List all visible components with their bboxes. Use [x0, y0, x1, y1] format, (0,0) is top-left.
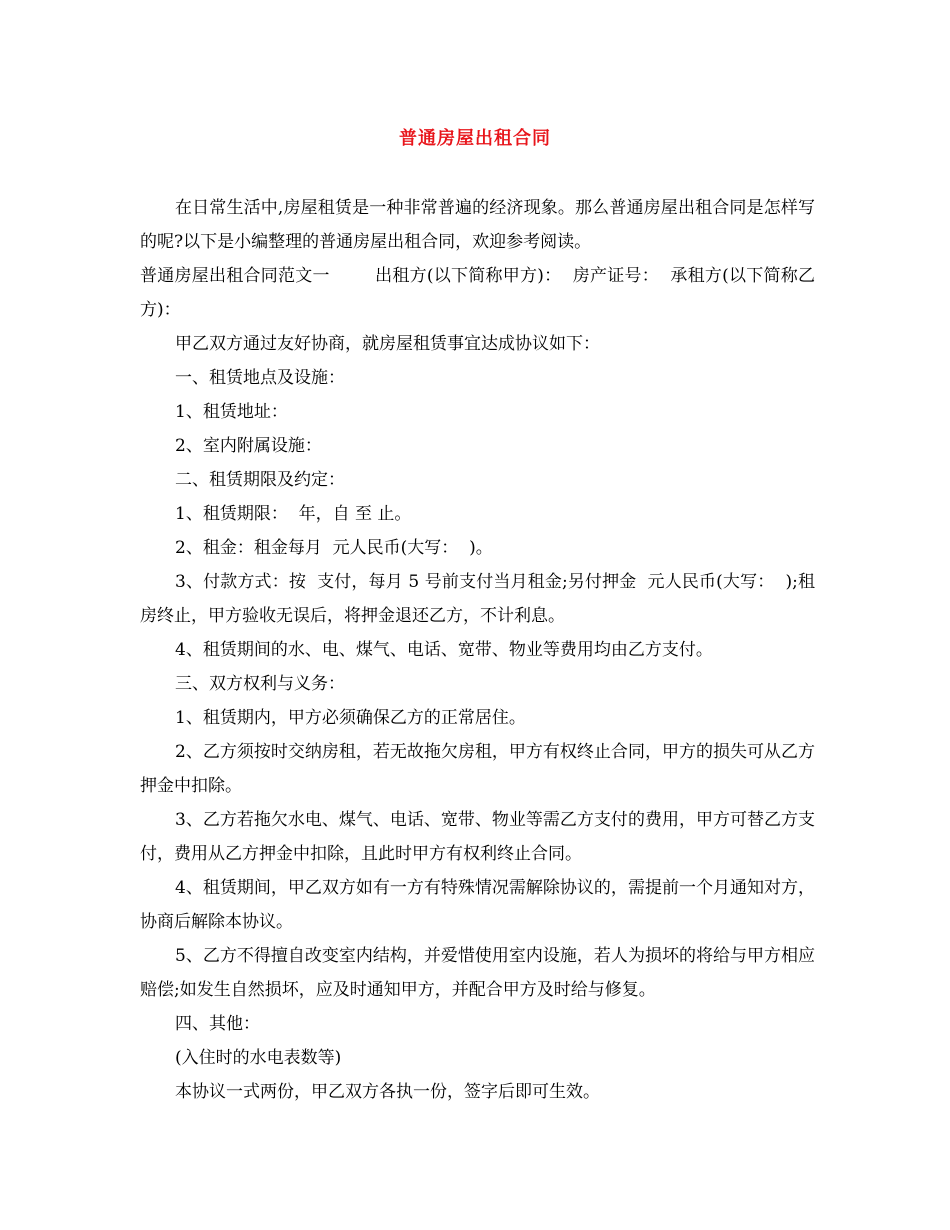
section3-item: 5、乙方不得擅自改变室内结构，并爱惜使用室内设施，若人为损坏的将给与甲方相应赔偿;如发生自然损坏，应及时通知甲方，并配合甲方及时给与修复。: [140, 946, 815, 1000]
section3-title: 三、双方权利与义务：: [175, 674, 345, 694]
document-title: 普通房屋出租合同: [399, 128, 551, 149]
section2-item: 4、租赁期间的水、电、煤气、电话、宽带、物业等费用均由乙方支付。: [175, 640, 713, 660]
section4-note: (入住时的水电表数等): [175, 1048, 342, 1068]
heading-line: 普通房屋出租合同范文一 出租方(以下简称甲方)： 房产证号： 承租方(以下简称乙方)：: [140, 266, 815, 320]
closing-paragraph: 本协议一式两份，甲乙双方各执一份，签字后即可生效。: [175, 1082, 600, 1102]
section1-item: 1、租赁地址：: [175, 402, 288, 422]
section2-title: 二、租赁期限及约定：: [175, 470, 345, 490]
section2-item: 2、租金：租金每月 元人民币(大写： )。: [175, 538, 493, 558]
section3-item: 2、乙方须按时交纳房租，若无故拖欠房租，甲方有权终止合同，甲方的损失可从乙方押金中扣除。: [140, 742, 815, 796]
section2-item: 1、租赁期限： 年，自 至 止。: [175, 504, 412, 524]
intro-paragraph: 在日常生活中,房屋租赁是一种非常普遍的经济现象。那么普通房屋出租合同是怎样写的呢?以下是小编整理的普通房屋出租合同，欢迎参考阅读。: [140, 198, 815, 252]
preamble-paragraph: 甲乙双方通过友好协商，就房屋租赁事宜达成协议如下：: [175, 334, 600, 354]
section3-item: 4、租赁期间，甲乙双方如有一方有特殊情况需解除协议的，需提前一个月通知对方，协商后解除本协议。: [140, 878, 815, 932]
section3-item: 3、乙方若拖欠水电、煤气、电话、宽带、物业等需乙方支付的费用，甲方可替乙方支付，费用从乙方押金中扣除，且此时甲方有权利终止合同。: [140, 810, 815, 864]
section3-item: 1、租赁期内，甲方必须确保乙方的正常居住。: [175, 708, 526, 728]
section1-item: 2、室内附属设施：: [175, 436, 322, 456]
section4-title: 四、其他：: [175, 1014, 260, 1034]
document-body: [140, 191, 815, 1109]
section2-item: 3、付款方式：按 支付，每月 5 号前支付当月租金;另付押金 元人民币(大写： );租房终止，甲方验收无误后，将押金退还乙方，不计利息。: [140, 572, 815, 626]
section1-title: 一、租赁地点及设施：: [175, 368, 345, 388]
